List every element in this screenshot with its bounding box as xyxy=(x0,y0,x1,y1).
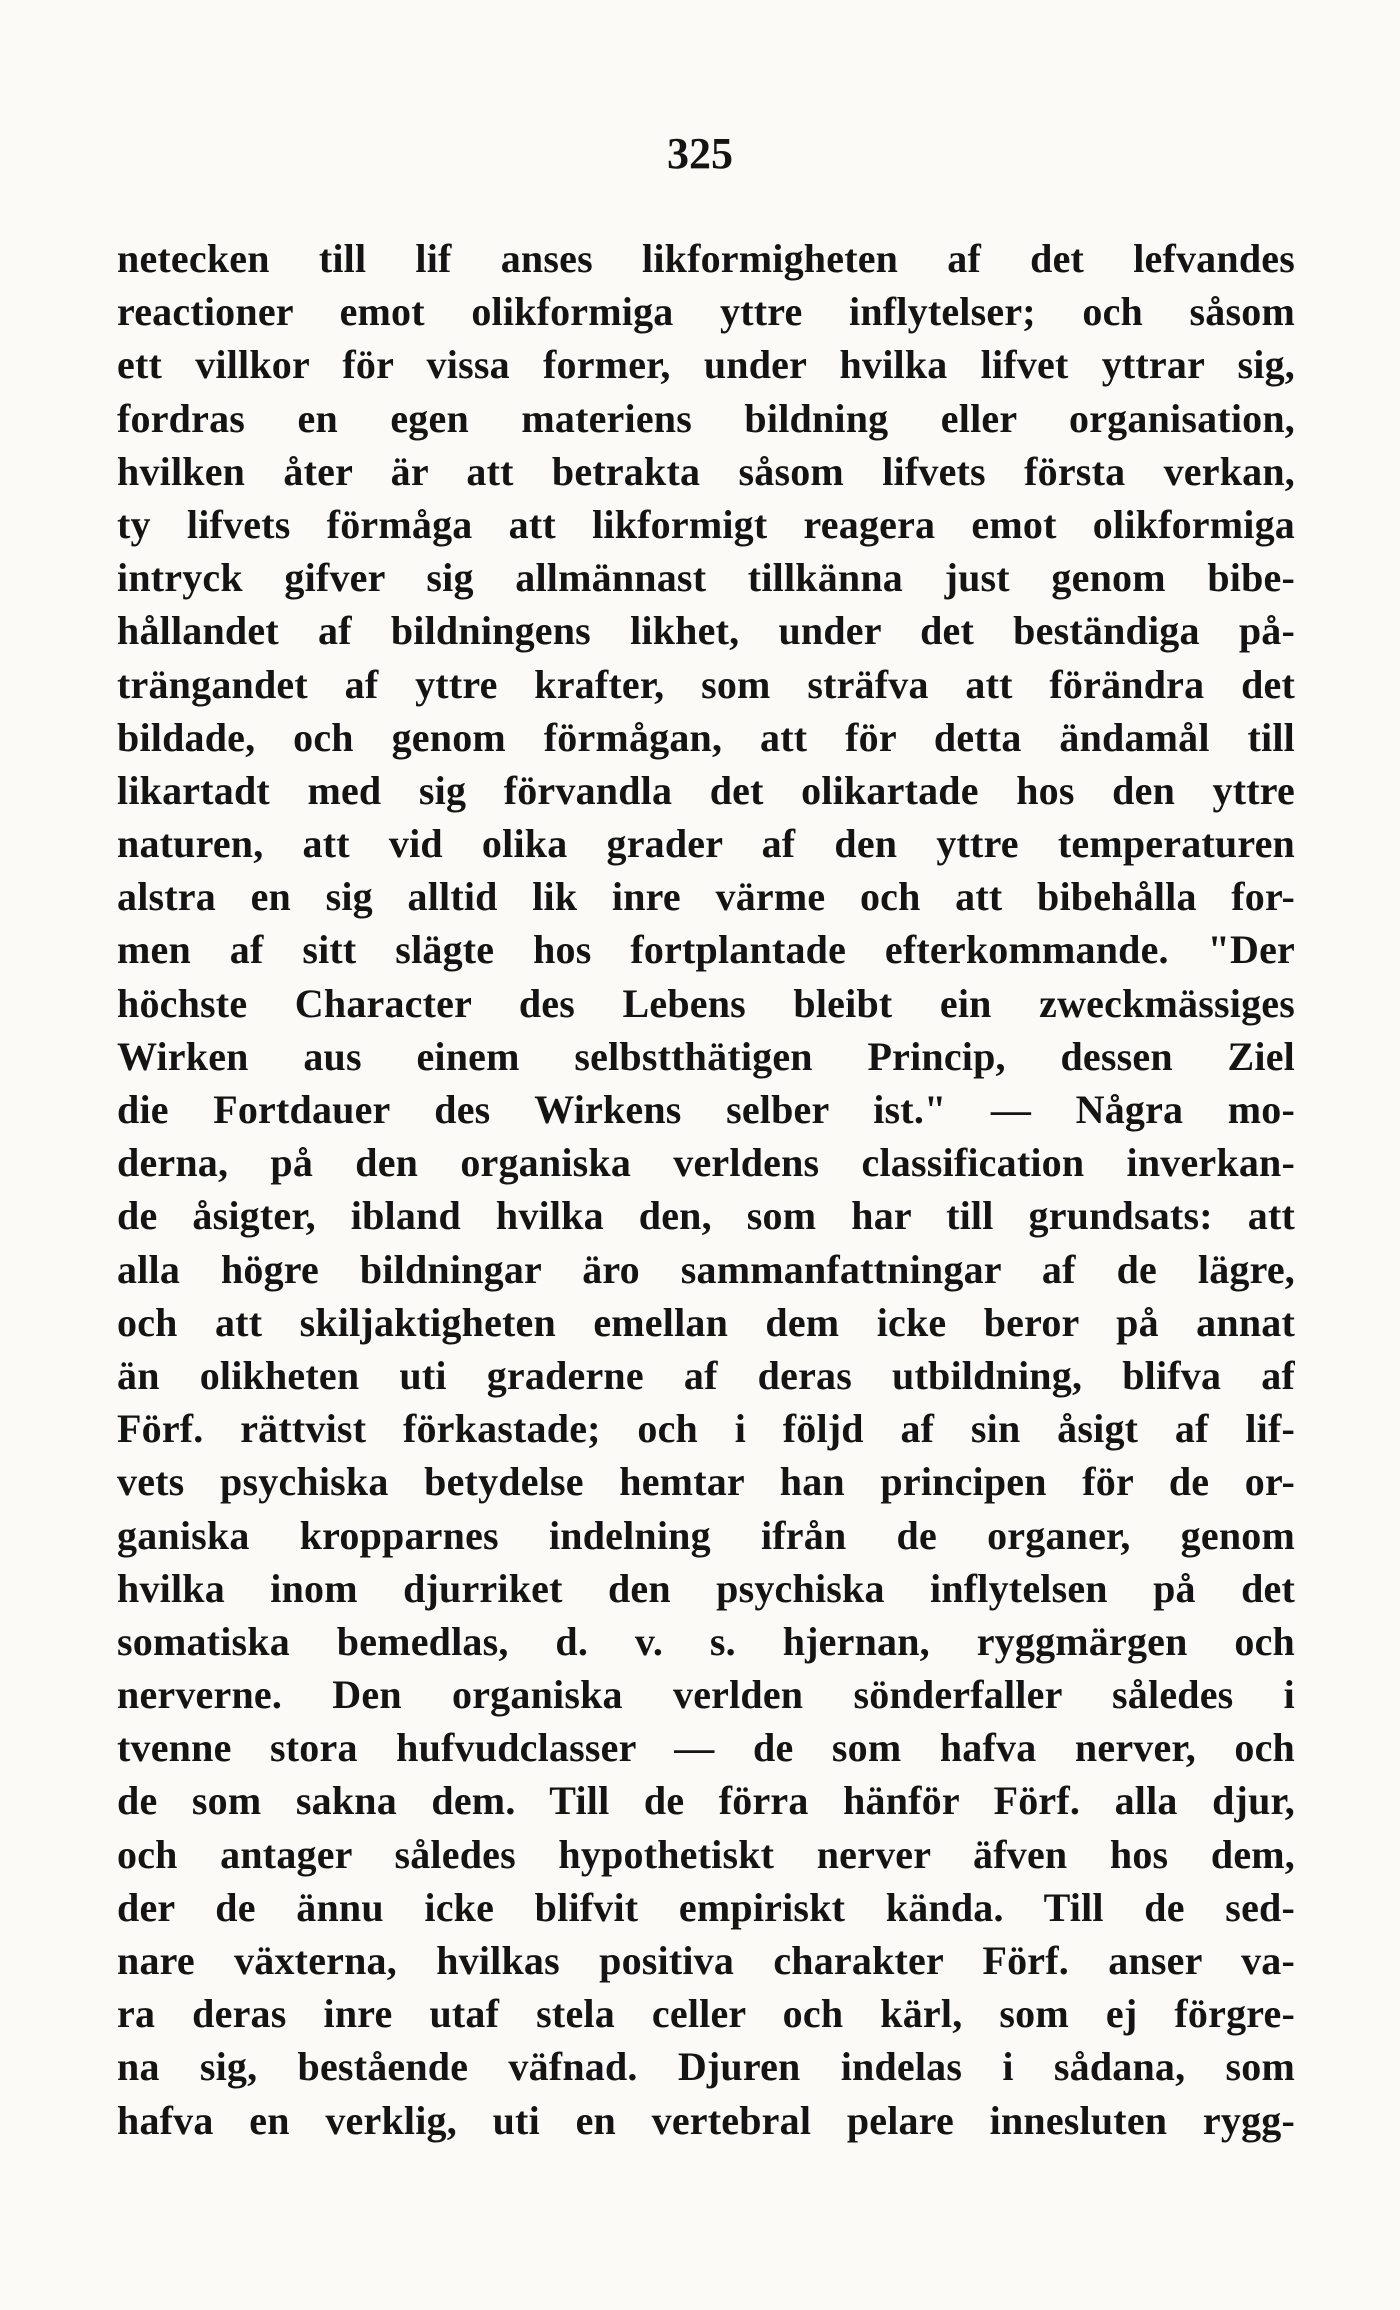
text-line: ty lifvets förmåga att likformigt reagera emot olikformiga xyxy=(117,501,1295,547)
text-line: tvenne stora hufvudclasser — de som hafva nerver, och xyxy=(117,1725,1295,1771)
text-line: och antager således hypothetiskt nerver äfven hos dem, xyxy=(117,1831,1295,1877)
text-line: fordras en egen materiens bildning eller organisation, xyxy=(117,395,1295,441)
body-text xyxy=(117,232,1295,2147)
text-line: bildade, och genom förmågan, att för detta ändamål till xyxy=(117,714,1295,760)
text-line: der de ännu icke blifvit empiriskt kända. Till de sed- xyxy=(117,1884,1295,1930)
text-line: än olikheten uti graderne af deras utbildning, blifva af xyxy=(117,1352,1295,1398)
text-line: alla högre bildningar äro sammanfattningar af de lägre, xyxy=(117,1246,1295,1292)
text-line: die Fortdauer des Wirkens selber ist." — Några mo- xyxy=(117,1087,1295,1132)
text-line: somatiska bemedlas, d. v. s. hjernan, ryggmärgen och xyxy=(117,1618,1295,1664)
text-line: reactioner emot olikformiga yttre inflytelser; och såsom xyxy=(117,289,1295,335)
text-line: nare växterna, hvilkas positiva charakter Förf. anser va- xyxy=(117,1938,1295,1983)
text-line: men af sitt slägte hos fortplantade efterkommande. "Der xyxy=(117,927,1295,973)
text-line: naturen, att vid olika grader af den yttre temperaturen xyxy=(117,821,1295,867)
text-line: ganiska kropparnes indelning ifrån de organer, genom xyxy=(117,1512,1295,1558)
text-line: likartadt med sig förvandla det olikartade hos den yttre xyxy=(117,767,1295,813)
text-line: vets psychiska betydelse hemtar han principen för de or- xyxy=(117,1459,1295,1505)
text-line: hvilka inom djurriket den psychiska inflytelsen på det xyxy=(117,1565,1295,1611)
text-line: netecken till lif anses likformigheten af det lefvandes xyxy=(117,236,1295,281)
text-line: Wirken aus einem selbstthätigen Princip, dessen Ziel xyxy=(117,1033,1295,1079)
text-line: höchste Character des Lebens bleibt ein zweckmässiges xyxy=(117,980,1295,1026)
text-line: na sig, bestående väfnad. Djuren indelas i sådana, som xyxy=(117,2044,1295,2090)
text-line: intryck gifver sig allmännast tillkänna just genom bibe- xyxy=(117,555,1295,601)
text-line: hafva en verklig, uti en vertebral pelare innesluten rygg- xyxy=(117,2097,1295,2143)
text-line: alstra en sig alltid lik inre värme och att bibehålla for- xyxy=(117,874,1295,920)
text-line: hvilken åter är att betrakta såsom lifvets första verkan, xyxy=(117,448,1295,494)
text-line: ett villkor för vissa former, under hvilka lifvet yttrar sig, xyxy=(117,342,1295,388)
text-line: Förf. rättvist förkastade; och i följd af sin åsigt af lif- xyxy=(117,1406,1295,1452)
text-line: ra deras inre utaf stela celler och kärl, som ej förgre- xyxy=(117,1991,1295,2037)
text-line: de som sakna dem. Till de förra hänför Förf. alla djur, xyxy=(117,1778,1295,1824)
text-line: hållandet af bildningens likhet, under det beständiga på- xyxy=(117,608,1295,654)
page-number: 325 xyxy=(667,129,733,178)
text-line: trängandet af yttre krafter, som sträfva att förändra det xyxy=(117,661,1295,707)
text-line: derna, på den organiska verldens classification inverkan- xyxy=(117,1140,1295,1186)
text-line: nerverne. Den organiska verlden sönderfaller således i xyxy=(117,1672,1295,1718)
text-line: och att skiljaktigheten emellan dem icke beror på annat xyxy=(117,1299,1295,1345)
text-line: de åsigter, ibland hvilka den, som har till grundsats: att xyxy=(117,1193,1295,1239)
